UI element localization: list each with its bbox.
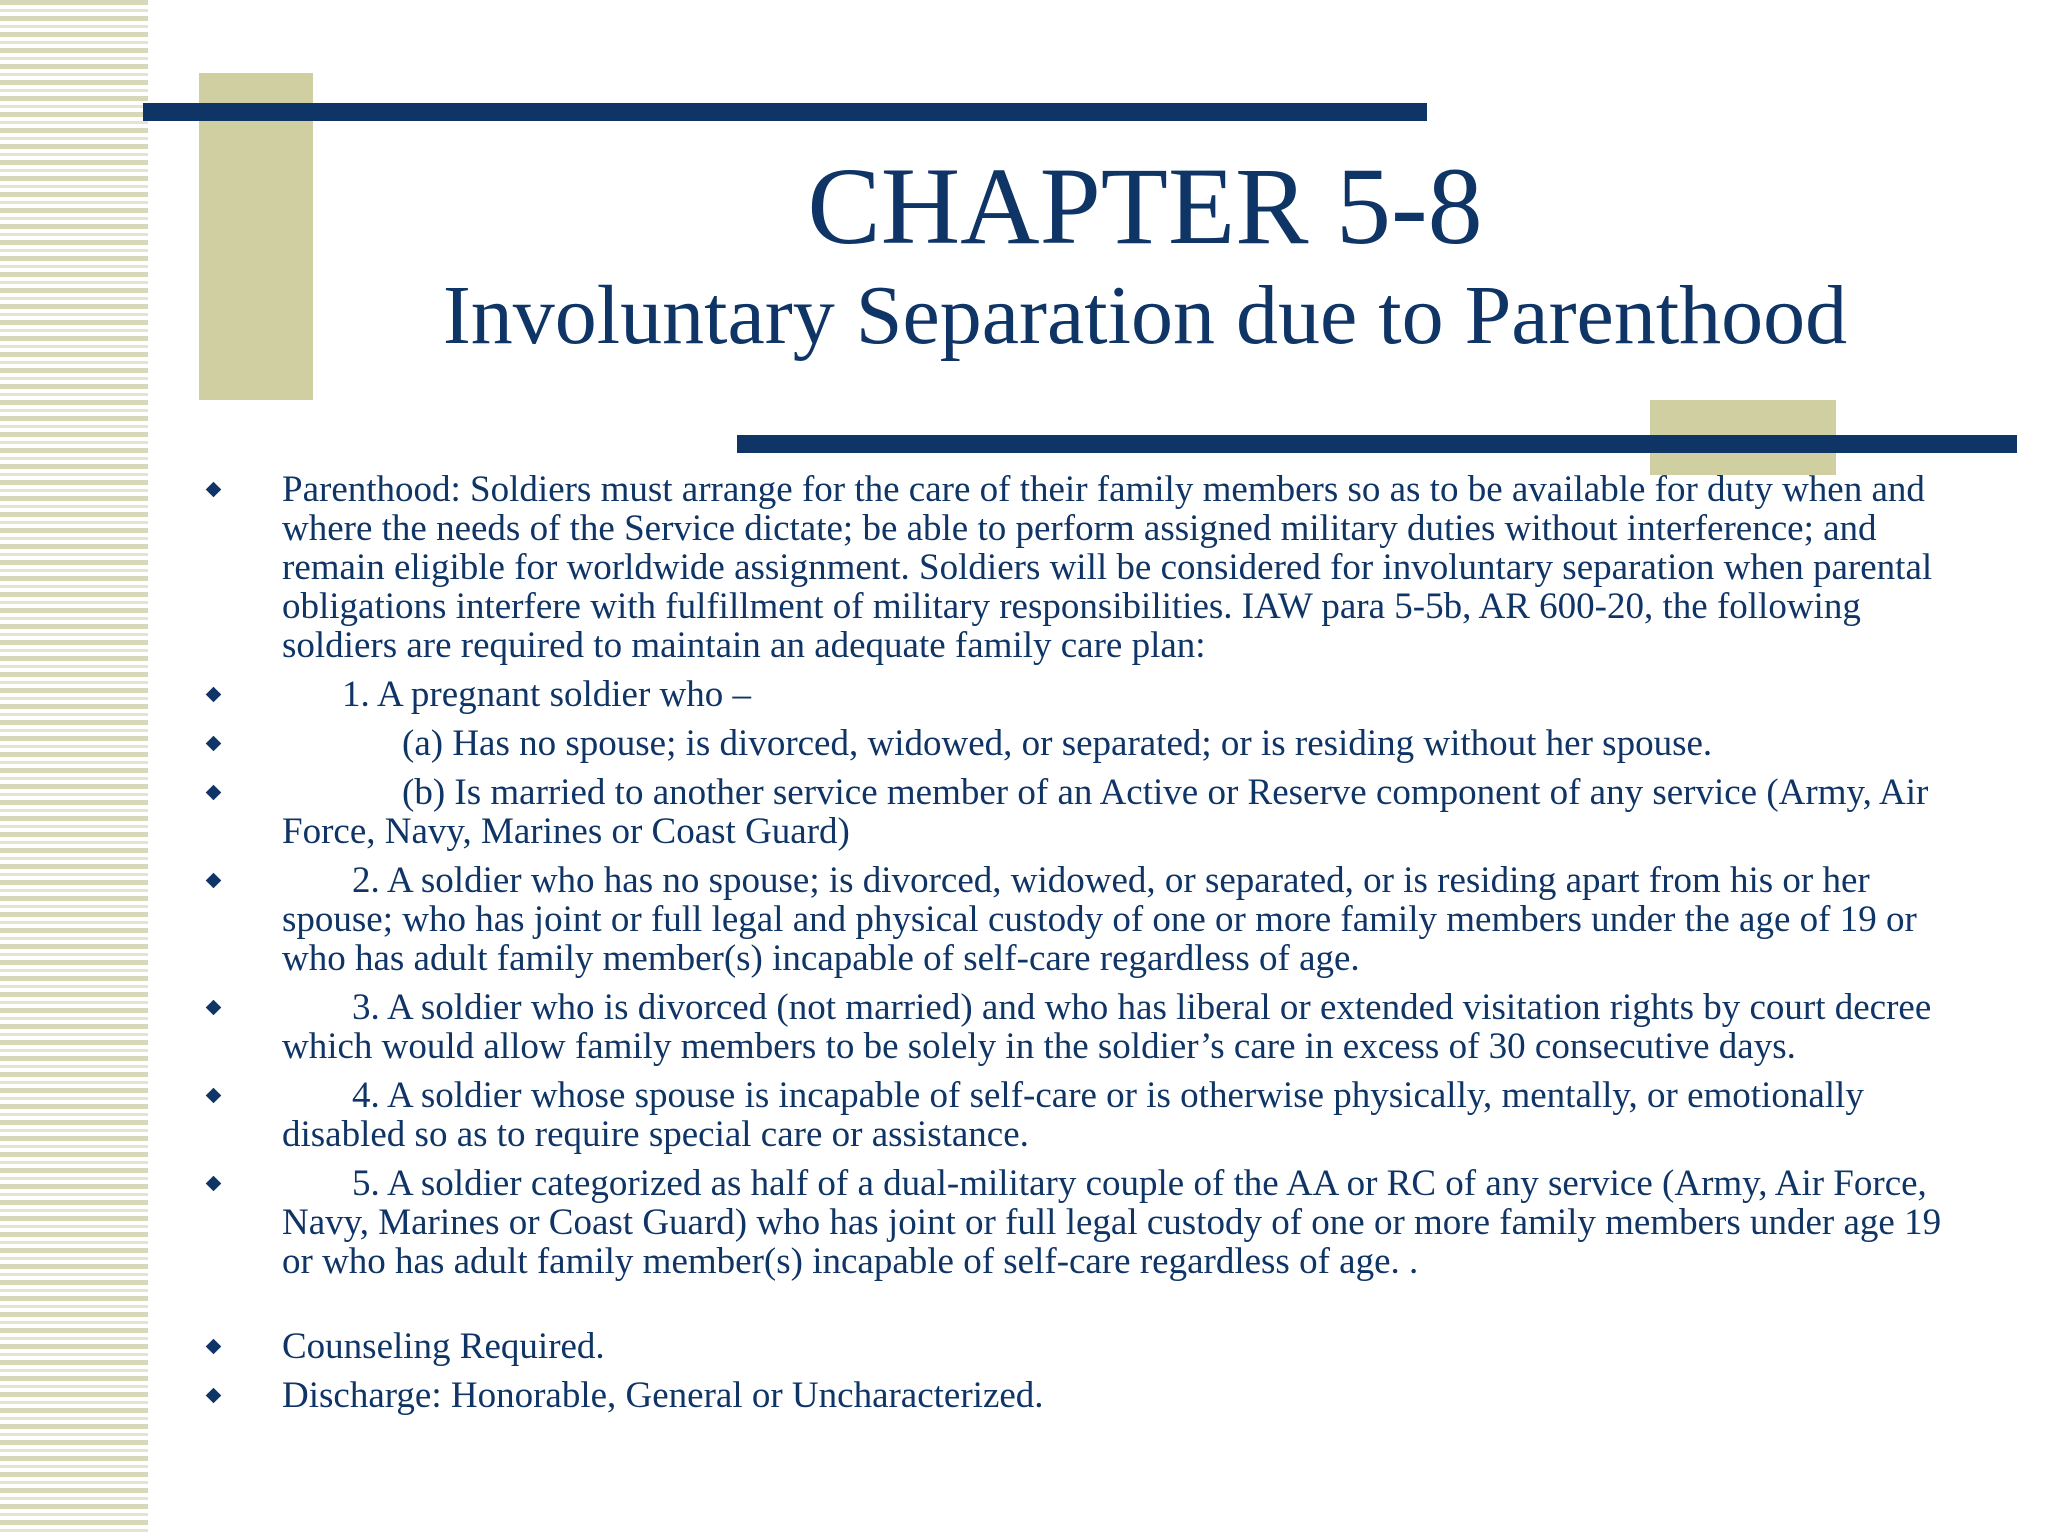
bullet-item-1a <box>200 724 1960 763</box>
bullet-list <box>200 470 1960 1425</box>
decorative-top-bar <box>143 103 1427 121</box>
slide-title: CHAPTER 5-8 <box>807 145 1483 267</box>
slide-subtitle: Involuntary Separation due to Parenthood <box>442 269 1848 362</box>
bullet-text: 1. A pregnant soldier who – <box>342 674 752 715</box>
diamond-bullet-icon <box>206 873 222 889</box>
bullet-text: 3. A soldier who is divorced (not married) and who has liberal or extended visitation rights by court decree which would allow family members to be solely in the soldier’s care in excess of 30 consecutive days. <box>282 987 1932 1067</box>
bullet-text: 4. A soldier whose spouse is incapable of self-care or is otherwise physically, mentally, or emotionally disabled so as to require special care or assistance. <box>282 1075 1864 1155</box>
bullet-text: Discharge: Honorable, General or Uncharacterized. <box>282 1375 1044 1416</box>
bullet-item-4 <box>200 1076 1960 1154</box>
bullet-item-1b <box>200 773 1960 851</box>
bullet-item-1 <box>200 675 1960 714</box>
bullet-item-2 <box>200 861 1960 978</box>
diamond-bullet-icon <box>206 1176 222 1192</box>
bullet-text: Parenthood: Soldiers must arrange for the care of their family members so as to be available for duty when and where the needs of the Service dictate; be able to perform assigned military duties without interference; and remain eligible for worldwide assignment. Soldiers will be considered for involuntary separation when parental obligations interfere with fulfillment of military responsibilities. IAW para 5-5b, AR 600-20, the following soldiers are required to maintain an adequate family care plan: <box>282 469 1933 666</box>
diamond-bullet-icon <box>206 482 222 498</box>
bullet-item-3 <box>200 988 1960 1066</box>
bullet-item-parenthood <box>200 470 1960 665</box>
bullet-item-discharge <box>200 1376 1960 1415</box>
decorative-divider-bar <box>737 435 2017 453</box>
bullet-text: Counseling Required. <box>282 1326 605 1367</box>
bullet-text: 2. A soldier who has no spouse; is divorced, widowed, or separated, or is residing apart from his or her spouse; who has joint or full legal and physical custody of one or more family members under the age of 19 or who has adult family member(s) incapable of self-care regardless of age. <box>282 860 1917 979</box>
decorative-tan-block-left <box>199 73 313 400</box>
diamond-bullet-icon <box>206 785 222 801</box>
bullet-text: (a) Has no spouse; is divorced, widowed, or separated; or is residing without her spouse. <box>402 723 1713 764</box>
striped-margin <box>0 0 148 1536</box>
bullet-item-5 <box>200 1164 1960 1281</box>
diamond-bullet-icon <box>206 1000 222 1016</box>
diamond-bullet-icon <box>206 1088 222 1104</box>
diamond-bullet-icon <box>206 687 222 703</box>
diamond-bullet-icon <box>206 1388 222 1404</box>
bullet-item-counseling <box>200 1327 1960 1366</box>
diamond-bullet-icon <box>206 1339 222 1355</box>
bullet-text: (b) Is married to another service member of an Active or Reserve component of any service (Army, Air Force, Navy, Marines or Coast Guard) <box>282 772 1929 852</box>
diamond-bullet-icon <box>206 736 222 752</box>
bullet-text: 5. A soldier categorized as half of a dual-military couple of the AA or RC of any service (Army, Air Force, Navy, Marines or Coast Guard) who has joint or full legal custody of one or more family members under age 19 or who has adult family member(s) incapable of self-care regardless of age. . <box>282 1163 1942 1282</box>
